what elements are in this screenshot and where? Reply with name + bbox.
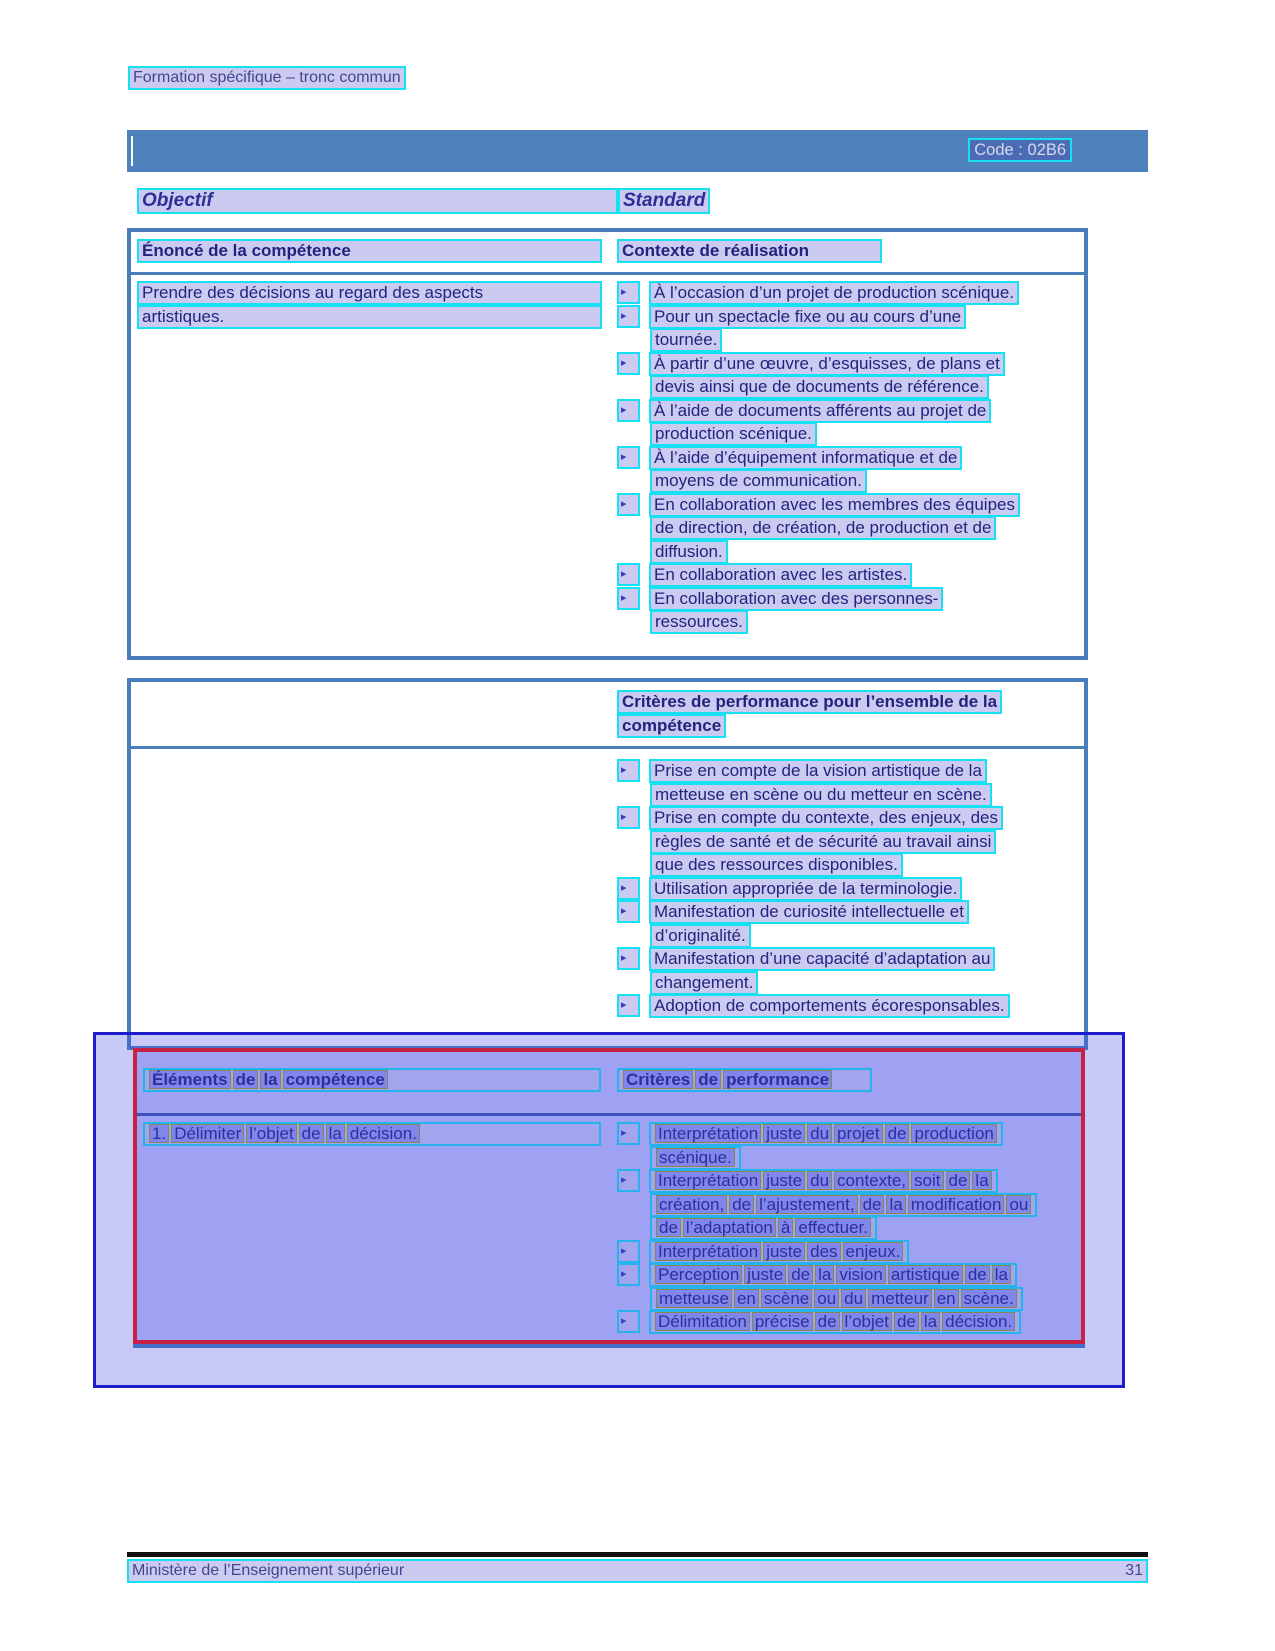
bullet-icon: ▸ [617, 563, 640, 586]
table1-header-row [131, 232, 1084, 275]
footer-page-number: 31 [1125, 1562, 1143, 1579]
bullet-text: Interprétation juste du projet de production [649, 1122, 1003, 1146]
bullet-text: moyens de communication. [650, 469, 867, 493]
table1-left-cell [137, 281, 602, 328]
bullet-cont-line [617, 540, 1020, 564]
text-line-hl: Prendre des décisions au regard des aspects [137, 281, 602, 305]
bullet-text: règles de santé et de sécurité au travail ainsi [650, 830, 996, 854]
bullet-text: Utilisation appropriée de la terminologie. [649, 877, 962, 901]
bullet-cont-line [617, 422, 1020, 446]
bullet-icon: ▸ [617, 1122, 640, 1145]
bullet-text: À l’aide de documents afférents au projet de [649, 399, 991, 423]
objectif-title: Objectif [137, 188, 618, 214]
bullet-icon: ▸ [617, 399, 640, 422]
table1-header-right: Contexte de réalisation [617, 239, 882, 263]
bullet-text: Manifestation de curiosité intellectuelle et [649, 900, 969, 924]
bullet-text: Perception juste de la vision artistique de la [649, 1263, 1017, 1287]
bullet-cont-line [617, 853, 1010, 877]
bullet-cont-line [617, 971, 1010, 995]
bullet-line [617, 759, 1010, 783]
bullet-text: Interprétation juste des enjeux. [649, 1240, 909, 1264]
bullet-text: Manifestation d’une capacité d’adaptation au [649, 947, 995, 971]
bullet-text: Délimitation précise de l’objet de la décision. [649, 1310, 1021, 1334]
bullet-icon: ▸ [617, 900, 640, 923]
bullet-text: Adoption de comportements écoresponsables. [649, 994, 1010, 1018]
bullet-cont-line [617, 830, 1010, 854]
table2-header-right [617, 690, 1002, 737]
bullet-line [617, 399, 1020, 423]
bullet-text: À partir d’une œuvre, d’esquisses, de plans et [649, 352, 1005, 376]
bullet-icon: ▸ [617, 305, 640, 328]
bullet-text: diffusion. [650, 540, 728, 564]
code-badge: Code : 02B6 [968, 138, 1072, 162]
bullet-line [617, 281, 1020, 305]
bullet-cont-line [617, 783, 1010, 807]
footer-highlight [127, 1559, 1148, 1583]
bullet-text: création, de l’ajustement, de la modification ou [650, 1193, 1037, 1217]
bullet-text: En collaboration avec les membres des équipes [649, 493, 1020, 517]
bullet-icon: ▸ [617, 1240, 640, 1263]
bullet-text: de l’adaptation à effectuer. [650, 1216, 877, 1240]
text-line [617, 690, 1002, 714]
bullet-text: metteuse en scène ou du metteur en scène. [650, 1287, 1023, 1311]
bullet-text: ressources. [650, 610, 748, 634]
table-enonce-competence [127, 228, 1088, 660]
bullet-text: Prise en compte du contexte, des enjeux, des [649, 806, 1003, 830]
bullet-text: scénique. [650, 1146, 741, 1170]
bullet-cont-line [617, 328, 1020, 352]
table1-right-cell [617, 281, 1020, 634]
table2-right-cell [617, 759, 1010, 1018]
bullet-icon: ▸ [617, 806, 640, 829]
bullet-icon: ▸ [617, 1169, 640, 1192]
bullet-line [617, 493, 1020, 517]
bullet-text: changement. [650, 971, 758, 995]
text-line [137, 305, 602, 329]
table3-header-right: Critères de performance [617, 1068, 872, 1092]
bullet-icon: ▸ [617, 759, 640, 782]
bullet-line [617, 994, 1010, 1018]
bullet-text: que des ressources disponibles. [650, 853, 903, 877]
table-criteres-ensemble [127, 678, 1088, 1050]
bullet-line [617, 352, 1020, 376]
text-line-hl: Critères de performance pour l’ensemble de la [617, 690, 1002, 714]
bullet-text: de direction, de création, de production et de [650, 516, 996, 540]
bullet-text: d’originalité. [650, 924, 751, 948]
bullet-text: En collaboration avec des personnes- [649, 587, 943, 611]
text-line [137, 281, 602, 305]
bullet-line [617, 877, 1010, 901]
bullet-line [617, 587, 1020, 611]
bullet-icon: ▸ [617, 947, 640, 970]
text-line-hl: compétence [617, 714, 726, 738]
running-head [128, 66, 406, 90]
bullet-cont-line [617, 516, 1020, 540]
bullet-icon: ▸ [617, 994, 640, 1017]
bullet-text: Interprétation juste du contexte, soit de la [649, 1169, 998, 1193]
bullet-line [617, 947, 1010, 971]
bullet-text: À l’aide d’équipement informatique et de [649, 446, 962, 470]
footer-rule [127, 1552, 1148, 1557]
bullet-icon: ▸ [617, 1263, 640, 1286]
bullet-line [617, 900, 1010, 924]
bullet-cont-line [617, 375, 1020, 399]
bullet-text: devis ainsi que de documents de référence. [650, 375, 989, 399]
bullet-icon: ▸ [617, 352, 640, 375]
section-titles [137, 188, 710, 214]
selection-overlay [93, 1032, 1125, 1388]
bullet-text: metteuse en scène ou du metteur en scène. [650, 783, 992, 807]
bullet-icon: ▸ [617, 877, 640, 900]
table2-body [131, 749, 1084, 1043]
bullet-line [617, 563, 1020, 587]
footer-bar [127, 1559, 1148, 1583]
bullet-text: En collaboration avec les artistes. [649, 563, 912, 587]
bullet-icon: ▸ [617, 587, 640, 610]
bullet-line [617, 806, 1010, 830]
title-bar [127, 130, 1148, 172]
text-line-hl: 1. Délimiter l’objet de la décision. [143, 1122, 601, 1146]
bullet-icon: ▸ [617, 446, 640, 469]
bullet-text: Prise en compte de la vision artistique de la [649, 759, 987, 783]
bullet-cont-line [617, 610, 1020, 634]
bullet-cont-line [617, 924, 1010, 948]
bullet-icon: ▸ [617, 281, 640, 304]
running-head-text: Formation spécifique – tronc commun [128, 66, 406, 90]
table3-header-left: Éléments de la compétence [143, 1068, 601, 1092]
table1-body [131, 275, 1084, 653]
bullet-icon: ▸ [617, 1310, 640, 1333]
standard-title: Standard [618, 188, 710, 214]
bullet-text: production scénique. [650, 422, 817, 446]
text-line [617, 714, 1002, 738]
bullet-text: À l’occasion d’un projet de production scénique. [649, 281, 1019, 305]
bullet-line [617, 305, 1020, 329]
bullet-icon: ▸ [617, 493, 640, 516]
bullet-text: tournée. [650, 328, 722, 352]
footer-ministry: Ministère de l’Enseignement supérieur [132, 1562, 405, 1579]
text-line-hl: artistiques. [137, 305, 602, 329]
table2-header-row [131, 682, 1084, 749]
bullet-cont-line [617, 469, 1020, 493]
bullet-line [617, 446, 1020, 470]
bullet-text: Pour un spectacle fixe ou au cours d’une [649, 305, 966, 329]
table1-header-left: Énoncé de la compétence [137, 239, 602, 263]
text-cursor [131, 136, 133, 166]
